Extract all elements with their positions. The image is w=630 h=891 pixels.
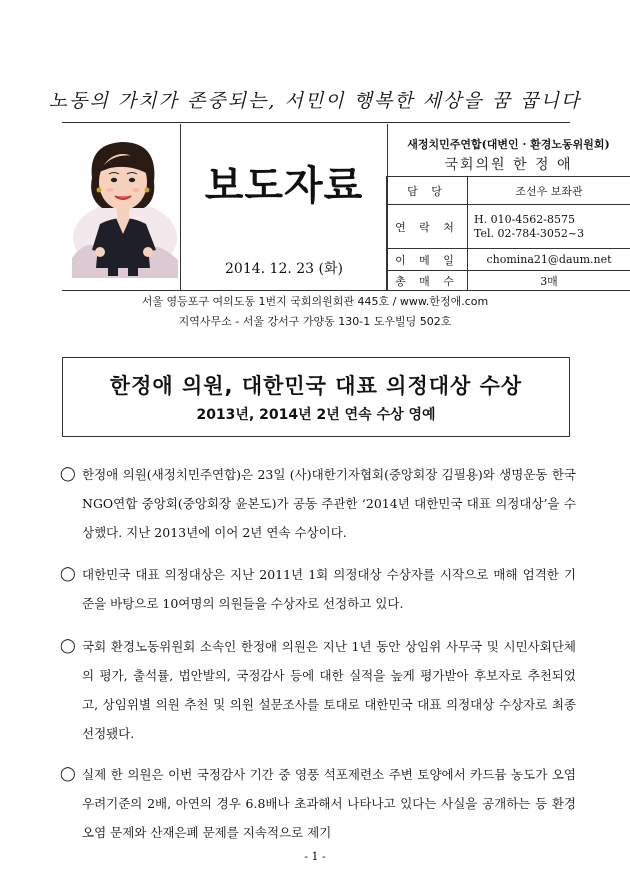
contact-value (468, 205, 630, 249)
subheadline: 2013년, 2014년 2년 연속 수상 영예 (196, 407, 436, 423)
contact-row-pages (387, 271, 630, 291)
contact-info (386, 124, 612, 290)
office-address: 서울 영등포구 여의도동 1번지 국회의원회관 445호 / www.한정애.com (141, 295, 489, 308)
slogan: 노동의 가치가 존중되는, 서민이 행복한 세상을 꿈 꿉니다 (48, 90, 582, 112)
caricature-portrait (70, 138, 180, 278)
bullet: ◯ (60, 766, 76, 782)
release-date: 2014. 12. 23 (화) (225, 261, 343, 277)
title-area (180, 124, 388, 290)
contact-label: 담 당 (387, 177, 468, 205)
office-phone: Tel. 02-784-3052~3 (474, 226, 585, 240)
page-number: - 1 - (304, 850, 326, 863)
contact-table (386, 176, 630, 291)
contact-label: 이 메 일 (387, 249, 468, 271)
paragraph (60, 632, 576, 748)
contact-row-email (387, 249, 630, 271)
headline: 한정애 의원, 대한민국 대표 의정대상 수상 (109, 374, 523, 398)
contact-row-manager (387, 177, 630, 205)
headline-box (62, 357, 570, 437)
bullet: ◯ (60, 638, 76, 654)
header-bottom-rule (62, 290, 570, 291)
paragraph-text: 실제 한 의원은 이번 국정감사 기간 중 영풍 석포제련소 주변 토양에서 카드뮴 농도가 오염 우려기준의 2배, 아연의 경우 6.8배나 초과해서 나타나고 있다는 사실을 공개하는 등 환경오염 문제와 산재은폐 문제를 지속적으로 제기 (82, 767, 576, 840)
local-office-address: 지역사무소 - 서울 강서구 가양동 130-1 도우빌딩 502호 (178, 315, 452, 328)
contact-value: 조선우 보좌관 (468, 177, 630, 205)
bullet: ◯ (60, 466, 76, 482)
email-link[interactable]: chomina21@daum.net (468, 249, 630, 271)
press-release-header (62, 124, 612, 290)
contact-value: 3매 (468, 271, 630, 291)
contact-label: 총 매 수 (387, 271, 468, 291)
mobile-phone: H. 010-4562-8575 (474, 212, 576, 226)
bullet: ◯ (60, 566, 76, 582)
paragraph-text: 대한민국 대표 의정대상은 지난 2011년 1회 의정대상 수상자를 시작으로 매해 엄격한 기준을 바탕으로 10여명의 의원들을 수상자로 선정하고 있다. (82, 567, 576, 611)
paragraph (60, 560, 576, 618)
lawmaker-name: 국회의원 한 정 애 (444, 157, 573, 173)
header-top-rule (62, 122, 570, 123)
org-affiliation: 새정치민주연합(대변인 · 환경노동위원회) (407, 138, 610, 151)
paragraph-text: 국회 환경노동위원회 소속인 한정애 의원은 지난 1년 동안 상임위 사무국 및 시민사회단체의 평가, 출석률, 법안발의, 국정감사 등에 대한 실적을 높게 평가받아 후보자로 추천되었고, 상임위별 의원 추천 및 의원 설문조사를 토대로 대한민국 대표 의정대상 수상자로 최종 선정됐다. (82, 639, 576, 741)
paragraph (60, 460, 576, 547)
contact-label: 연 락 처 (387, 205, 468, 249)
press-release-title: 보도자료 (204, 163, 364, 209)
contact-row-phone (387, 205, 630, 249)
paragraph-text: 한정애 의원(새정치민주연합)은 23일 (사)대한기자협회(중앙회장 김필용)와 생명운동 한국NGO연합 중앙회(중앙회장 윤본도)가 공동 주관한 ‘2014년 대한민국 대표 의정대상’을 수상했다. 지난 2013년에 이어 2년 연속 수상이다. (82, 467, 576, 540)
paragraph (60, 760, 576, 847)
